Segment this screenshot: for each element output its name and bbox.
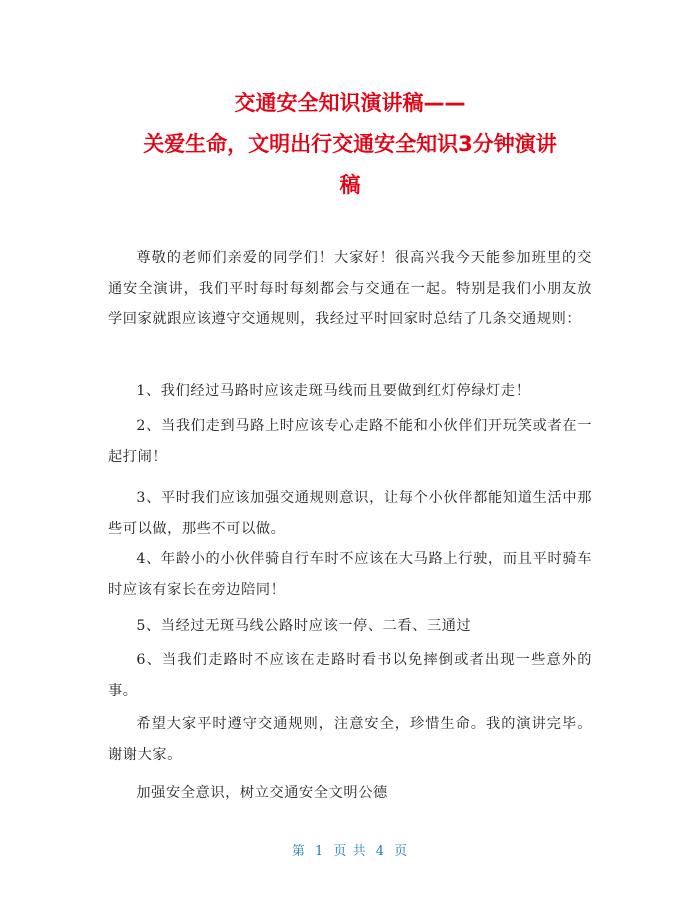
paragraph-rule-1: 1、我们经过马路时应该走斑马线而且要做到红灯停绿灯走！ bbox=[136, 383, 531, 399]
footer-prefix: 第 bbox=[291, 844, 306, 859]
paragraph-rule-5: 5、当经过无斑马线公路时应该一停、二看、三通过 bbox=[136, 618, 472, 634]
page-footer bbox=[0, 840, 700, 859]
paragraph-intro: 尊敬的老师们亲爱的同学们！大家好！很高兴我今天能参加班里的交通安全演讲，我们平时每时每刻都会与交通在一起。特别是我们小朋友放学回家就跟应该遵守交通规则，我经过平时回家时总结了几条交通规则： bbox=[108, 250, 592, 328]
paragraph-rule-3: 3、平时我们应该加强交通规则意识，让每个小伙伴都能知道生活中那些可以做，那些不可以做。 bbox=[108, 490, 592, 537]
title-line-1: 交通安全知识演讲稿—— bbox=[234, 91, 466, 115]
paragraph-closing: 希望大家平时遵守交通规则，注意安全，珍惜生命。我的演讲完毕。谢谢大家。 bbox=[108, 716, 592, 763]
footer-page-number: 1 bbox=[315, 844, 325, 859]
footer-suffix: 页 bbox=[394, 844, 409, 859]
footer-middle: 页 共 bbox=[333, 844, 367, 859]
paragraph-rule-4: 4、年龄小的小伙伴骑自行车时不应该在大马路上行驶，而且平时骑车时应该有家长在旁边陪同！ bbox=[108, 551, 592, 598]
paragraph-rule-6: 6、当我们走路时不应该在走路时看书以免摔倒或者出现一些意外的事。 bbox=[108, 652, 592, 699]
paragraph-rule-2: 2、当我们走到马路上时应该专心走路不能和小伙伴们开玩笑或者在一起打闹！ bbox=[108, 418, 592, 465]
footer-total-pages: 4 bbox=[375, 844, 385, 859]
paragraph-final: 加强安全意识，树立交通安全文明公德 bbox=[136, 785, 388, 801]
title-line-3: 稿 bbox=[339, 173, 361, 197]
title-line-2: 关爱生命，文明出行交通安全知识3分钟演讲 bbox=[143, 132, 557, 156]
